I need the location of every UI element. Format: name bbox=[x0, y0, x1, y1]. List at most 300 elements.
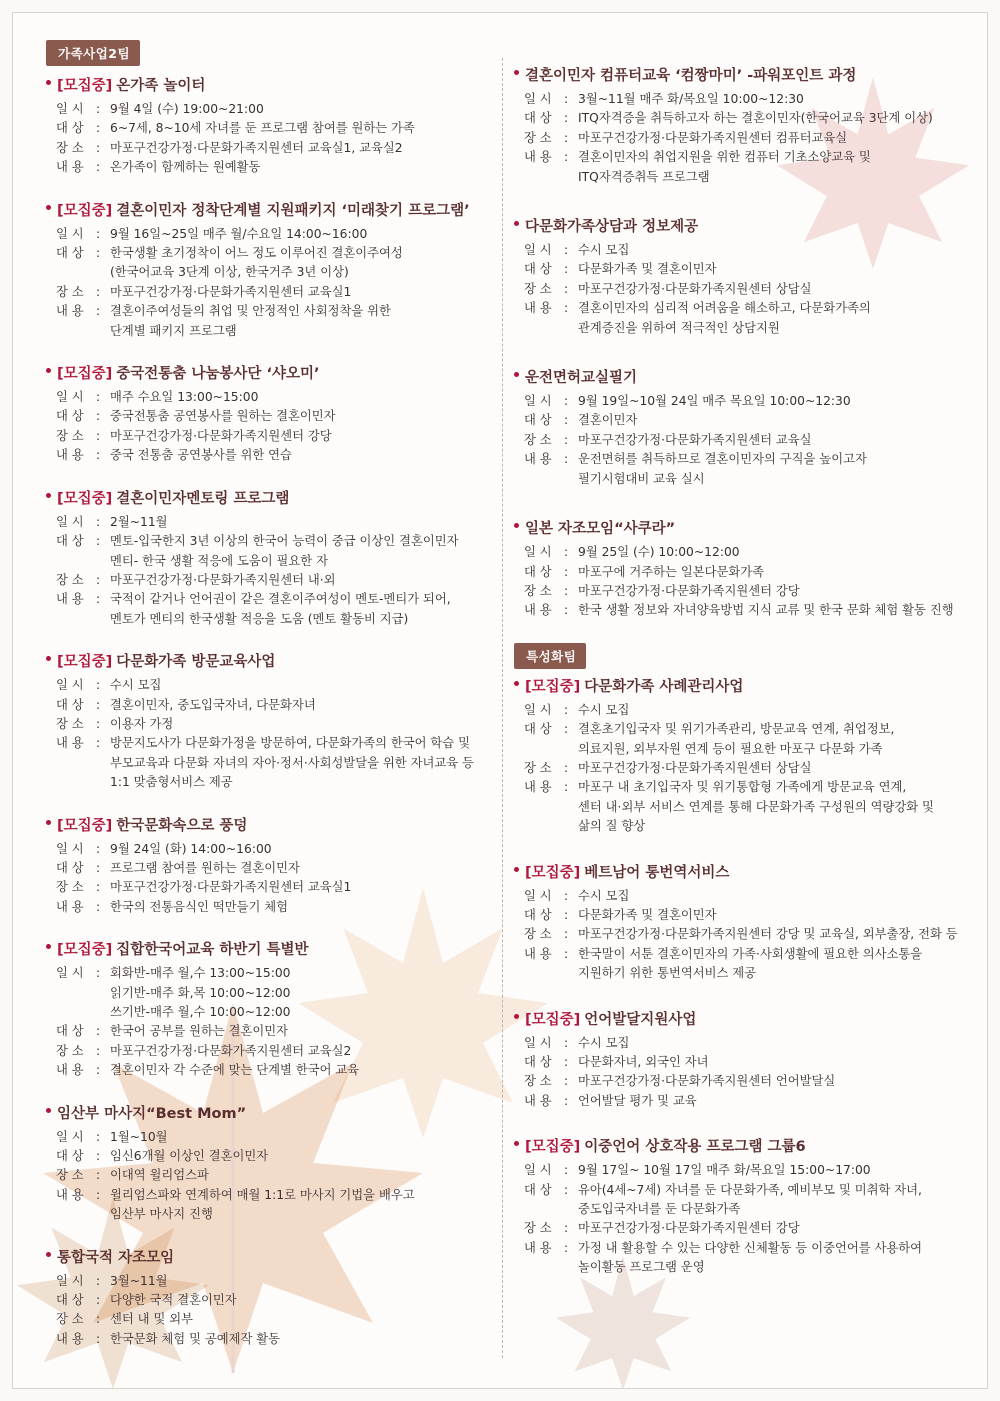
colon: : bbox=[96, 1187, 101, 1202]
info-line: 1월~10월 bbox=[110, 1129, 168, 1144]
info-line: 관계증진을 위하여 적극적인 상담지원 bbox=[578, 320, 780, 335]
info-label: 장 소 bbox=[56, 284, 84, 299]
info-label: 내 용 bbox=[524, 780, 552, 795]
info-line: ITQ자격증취득 프로그램 bbox=[578, 169, 710, 184]
info-value bbox=[578, 411, 974, 430]
info-value bbox=[110, 1310, 491, 1329]
info-value bbox=[578, 260, 974, 279]
info-row bbox=[46, 1128, 491, 1147]
colon: : bbox=[564, 1093, 569, 1108]
info-value bbox=[578, 1161, 974, 1180]
program-title bbox=[46, 362, 491, 383]
info-line: 임신6개월 이상인 결혼이민자 bbox=[110, 1149, 269, 1164]
info-line: 마포구건강가정·다문화가족지원센터 강당 bbox=[578, 583, 800, 598]
recruiting-tag: [모집중] bbox=[57, 817, 113, 834]
info-label: 대 상 bbox=[524, 1055, 552, 1069]
colon: : bbox=[564, 1074, 569, 1089]
info-line: 6~7세, 8~10세 자녀를 둔 프로그램 참여를 원하는 가족 bbox=[110, 121, 415, 136]
info-line: 1:1 맞춤형서비스 제공 bbox=[110, 775, 233, 790]
info-row bbox=[46, 696, 491, 715]
info-row bbox=[514, 148, 974, 187]
colon: : bbox=[96, 226, 101, 241]
colon: : bbox=[564, 946, 569, 961]
info-line: 마포구건강가정·다문화가족지원센터 교육실1 bbox=[110, 284, 352, 299]
program-section bbox=[46, 487, 491, 629]
colon: : bbox=[96, 1024, 101, 1039]
info-value bbox=[110, 1128, 491, 1147]
colon: : bbox=[564, 1240, 569, 1255]
bullet-icon bbox=[514, 372, 519, 377]
info-value bbox=[578, 945, 974, 984]
colon: : bbox=[96, 246, 101, 261]
info-label: 내 용 bbox=[56, 736, 84, 751]
info-line: 결혼이민자의 취업지원을 위한 컴퓨터 기초소양교육 및 bbox=[578, 150, 871, 165]
info-label: 일 시 bbox=[56, 390, 84, 405]
info-row bbox=[46, 859, 491, 878]
info-line: 유아(4세~7세) 자녀를 둔 다문화가족, 예비부모 및 미취학 자녀, bbox=[578, 1182, 922, 1197]
info-label: 내 용 bbox=[56, 592, 84, 607]
colon: : bbox=[96, 140, 101, 155]
info-line: 마포구 내 초기입국자 및 위기통합형 가족에게 방문교육 연계, bbox=[578, 780, 907, 795]
recruiting-tag: [모집중] bbox=[525, 1011, 581, 1028]
info-row bbox=[514, 601, 974, 620]
info-line: 결혼이민자 각 수준에 맞는 단계별 한국어 교육 bbox=[110, 1063, 360, 1078]
program-title bbox=[514, 675, 974, 696]
program-name: 베트남어 통번역서비스 bbox=[584, 864, 730, 881]
info-value bbox=[110, 715, 491, 734]
info-row bbox=[46, 964, 491, 1022]
info-label: 대 상 bbox=[524, 262, 552, 277]
info-value bbox=[110, 139, 491, 158]
program-name: 집합한국어교육 하반기 특별반 bbox=[116, 942, 309, 959]
program-title bbox=[46, 74, 491, 95]
info-label: 장 소 bbox=[524, 583, 552, 598]
bullet-icon bbox=[46, 205, 51, 210]
info-row bbox=[46, 898, 491, 917]
colon: : bbox=[564, 545, 569, 560]
info-row bbox=[514, 129, 974, 148]
info-label: 장 소 bbox=[56, 140, 84, 155]
program-name: 다문화가족 방문교육사업 bbox=[116, 654, 276, 671]
info-row bbox=[514, 280, 974, 299]
info-row bbox=[46, 302, 491, 341]
info-value bbox=[578, 1219, 974, 1238]
info-row bbox=[514, 260, 974, 279]
program-name: 일본 자조모임“사쿠라” bbox=[525, 521, 676, 538]
info-row bbox=[514, 906, 974, 925]
info-label: 대 상 bbox=[524, 722, 552, 737]
info-value bbox=[578, 450, 974, 489]
info-row bbox=[46, 427, 491, 446]
recruiting-tag: [모집중] bbox=[57, 654, 113, 671]
info-value bbox=[578, 601, 974, 620]
info-label: 장 소 bbox=[524, 1074, 552, 1089]
recruiting-tag: [모집중] bbox=[525, 864, 581, 881]
info-line: 쓰기반-매주 월,수 10:00~12:00 bbox=[110, 1005, 291, 1019]
info-line: 중국전통춤 공연봉사를 원하는 결혼이민자 bbox=[110, 409, 336, 424]
info-value bbox=[578, 1239, 974, 1278]
bullet-icon bbox=[46, 1252, 51, 1257]
program-section bbox=[46, 650, 491, 792]
colon: : bbox=[96, 697, 101, 712]
info-line: 3월~11월 bbox=[110, 1273, 168, 1288]
info-row bbox=[46, 158, 491, 177]
program-title bbox=[514, 517, 974, 538]
info-line: 이용자 가정 bbox=[110, 716, 174, 731]
info-label: 내 용 bbox=[56, 899, 84, 914]
info-label: 일 시 bbox=[56, 841, 84, 856]
info-line: 수시 모집 bbox=[578, 1035, 630, 1050]
colon: : bbox=[564, 564, 569, 579]
colon: : bbox=[564, 301, 569, 316]
info-row bbox=[514, 431, 974, 450]
info-row bbox=[46, 1291, 491, 1310]
info-row bbox=[514, 543, 974, 562]
bullet-icon bbox=[46, 80, 51, 85]
info-row bbox=[514, 109, 974, 128]
info-row bbox=[514, 945, 974, 984]
info-row bbox=[46, 1166, 491, 1185]
program-title bbox=[514, 64, 974, 85]
info-line: 3월~11월 매주 화/목요일 10:00~12:30 bbox=[578, 92, 804, 106]
program-section bbox=[514, 861, 974, 984]
info-row bbox=[514, 887, 974, 906]
program-section bbox=[514, 215, 974, 338]
info-value bbox=[110, 1330, 491, 1349]
colon: : bbox=[96, 284, 101, 299]
info-label: 내 용 bbox=[56, 304, 84, 319]
info-label: 내 용 bbox=[56, 448, 84, 463]
info-row bbox=[514, 1161, 974, 1180]
info-value bbox=[578, 90, 974, 109]
info-line: 가정 내 활용할 수 있는 다양한 신체활동 등 이중언어를 사용하여 bbox=[578, 1240, 923, 1255]
info-label: 장 소 bbox=[524, 130, 552, 145]
info-row bbox=[46, 571, 491, 590]
colon: : bbox=[564, 760, 569, 775]
info-line: 2월~11월 bbox=[110, 514, 168, 529]
program-title bbox=[46, 938, 491, 959]
colon: : bbox=[564, 583, 569, 598]
info-label: 일 시 bbox=[56, 1273, 84, 1288]
program-name: 이중언어 상호작용 프로그램 그룹6 bbox=[584, 1139, 806, 1156]
info-label: 장 소 bbox=[524, 281, 552, 296]
info-value bbox=[110, 532, 491, 571]
colon: : bbox=[564, 262, 569, 277]
colon: : bbox=[564, 927, 569, 942]
colon: : bbox=[96, 1312, 101, 1327]
info-label: 장 소 bbox=[56, 428, 84, 443]
program-section bbox=[46, 74, 491, 178]
colon: : bbox=[96, 1129, 101, 1144]
program-section bbox=[46, 938, 491, 1080]
info-label: 내 용 bbox=[524, 946, 552, 961]
info-line: 수시 모집 bbox=[578, 702, 630, 717]
info-row bbox=[46, 676, 491, 695]
info-label: 일 시 bbox=[56, 966, 84, 981]
info-label: 장 소 bbox=[56, 716, 84, 731]
info-row bbox=[46, 1272, 491, 1291]
info-value bbox=[578, 925, 974, 944]
bullet-icon bbox=[46, 944, 51, 949]
info-row bbox=[46, 1147, 491, 1166]
info-row bbox=[46, 715, 491, 734]
info-value bbox=[578, 778, 974, 836]
colon: : bbox=[564, 722, 569, 737]
colon: : bbox=[96, 841, 101, 856]
recruiting-tag: [모집중] bbox=[57, 78, 113, 94]
info-value bbox=[110, 513, 491, 532]
colon: : bbox=[564, 702, 569, 717]
info-line: 프로그램 참여를 원하는 결혼이민자 bbox=[110, 860, 300, 875]
info-line: 한국어 공부를 원하는 결혼이민자 bbox=[110, 1024, 289, 1039]
info-line: 매주 수요일 13:00~15:00 bbox=[110, 390, 259, 405]
program-section bbox=[46, 1246, 491, 1350]
colon: : bbox=[96, 1331, 101, 1346]
colon: : bbox=[564, 1055, 569, 1069]
info-line: 센터 내·외부 서비스 연계를 통해 다문화가족 구성원의 역량강화 및 bbox=[578, 799, 934, 814]
bullet-icon bbox=[514, 70, 519, 75]
info-label: 일 시 bbox=[524, 92, 552, 106]
colon: : bbox=[564, 111, 569, 126]
colon: : bbox=[96, 860, 101, 875]
info-row bbox=[46, 513, 491, 532]
program-section bbox=[46, 814, 491, 918]
info-label: 내 용 bbox=[56, 160, 84, 175]
info-label: 내 용 bbox=[524, 603, 552, 618]
info-line: 9월 19일~10월 24일 매주 목요일 10:00~12:30 bbox=[578, 394, 851, 409]
info-value bbox=[578, 1034, 974, 1053]
info-value bbox=[110, 734, 491, 792]
right-column bbox=[514, 64, 974, 1278]
info-line: 마포구건강가정·다문화가족지원센터 상담실 bbox=[578, 760, 812, 775]
info-line: 9월 16일~25일 매주 월/수요일 14:00~16:00 bbox=[110, 226, 368, 241]
info-row bbox=[46, 1061, 491, 1080]
info-value bbox=[578, 129, 974, 148]
info-line: 9월 17일~ 10월 17일 매주 화/목요일 15:00~17:00 bbox=[578, 1163, 871, 1178]
info-line: 결혼이주여성들의 취업 및 안정적인 사회정착을 위한 bbox=[110, 304, 391, 319]
info-row bbox=[46, 100, 491, 119]
colon: : bbox=[96, 390, 101, 405]
info-label: 장 소 bbox=[524, 927, 552, 942]
info-line: 멘토가 멘티의 한국생활 적응을 도움 (멘토 활동비 지급) bbox=[110, 611, 409, 626]
info-value bbox=[578, 906, 974, 925]
info-row bbox=[46, 446, 491, 465]
info-value bbox=[578, 1181, 974, 1220]
info-value bbox=[110, 302, 491, 341]
bullet-icon bbox=[514, 523, 519, 528]
info-row bbox=[46, 244, 491, 283]
info-line: 멘토-입국한지 3년 이상의 한국어 능력이 중급 이상인 결혼이민자 bbox=[110, 534, 459, 549]
bullet-icon bbox=[514, 221, 519, 226]
info-line: 부모교육과 다문화 자녀의 자아·정서·사회성발달을 위한 자녀교육 등 bbox=[110, 755, 474, 770]
info-row bbox=[514, 241, 974, 260]
colon: : bbox=[96, 409, 101, 424]
info-value bbox=[578, 582, 974, 601]
program-name: 결혼이민자멘토링 프로그램 bbox=[116, 490, 290, 507]
info-row bbox=[514, 90, 974, 109]
info-row bbox=[514, 1072, 974, 1091]
info-line: 마포구건강가정·다문화가족지원센터 강당 bbox=[578, 1221, 800, 1236]
info-label: 대 상 bbox=[56, 697, 84, 712]
info-row bbox=[46, 388, 491, 407]
info-label: 일 시 bbox=[56, 678, 84, 693]
info-label: 일 시 bbox=[56, 514, 84, 529]
bullet-icon bbox=[46, 1108, 51, 1113]
info-value bbox=[578, 759, 974, 778]
info-value bbox=[110, 225, 491, 244]
program-name: 임산부 마사지“Best Mom” bbox=[57, 1105, 247, 1122]
info-value bbox=[110, 283, 491, 302]
info-line: 마포구건강가정·다문화가족지원센터 상담실 bbox=[578, 281, 812, 296]
info-line: 수시 모집 bbox=[578, 243, 630, 258]
info-line: 다양한 국적 결혼이민자 bbox=[110, 1293, 237, 1308]
bullet-icon bbox=[46, 656, 51, 661]
info-line: 언어발달 평가 및 교육 bbox=[578, 1093, 697, 1108]
info-label: 일 시 bbox=[524, 888, 552, 903]
info-label: 대 상 bbox=[56, 409, 84, 424]
info-row bbox=[46, 734, 491, 792]
info-value bbox=[110, 119, 491, 138]
info-value bbox=[110, 1291, 491, 1310]
info-line: 마포구에 거주하는 일본다문화가족 bbox=[578, 564, 764, 579]
info-row bbox=[46, 590, 491, 629]
recruiting-tag: [모집중] bbox=[57, 942, 113, 959]
colon: : bbox=[564, 413, 569, 428]
info-label: 대 상 bbox=[56, 1149, 84, 1164]
colon: : bbox=[96, 880, 101, 895]
info-line: 결혼이민자의 심리적 어려움을 해소하고, 다문화가족의 bbox=[578, 301, 871, 316]
colon: : bbox=[564, 150, 569, 165]
info-row bbox=[514, 1053, 974, 1072]
info-line: 마포구건강가정·다문화가족지원센터 교육실2 bbox=[110, 1043, 352, 1058]
info-row bbox=[46, 840, 491, 859]
bullet-icon bbox=[514, 1014, 519, 1019]
info-line: 운전면허를 취득하므로 결혼이민자의 구직을 높이고자 bbox=[578, 452, 867, 467]
info-line: 마포구건강가정·다문화가족지원센터 강당 bbox=[110, 428, 332, 443]
program-section bbox=[46, 1102, 491, 1225]
program-section bbox=[514, 675, 974, 837]
info-value bbox=[110, 446, 491, 465]
bullet-icon bbox=[46, 493, 51, 498]
info-line: 마포구건강가정·다문화가족지원센터 강당 및 교육실, 외부출장, 전화 등 bbox=[578, 927, 958, 942]
program-title bbox=[514, 215, 974, 236]
colon: : bbox=[564, 432, 569, 447]
colon: : bbox=[564, 92, 569, 106]
info-label: 장 소 bbox=[56, 1043, 84, 1058]
program-title bbox=[46, 650, 491, 671]
info-line: 중도입국자녀를 둔 다문화가족 bbox=[578, 1202, 741, 1217]
colon: : bbox=[96, 1168, 101, 1183]
program-name: 결혼이민자 컴퓨터교육 ‘컴짱마미’ -파워포인트 과정 bbox=[525, 68, 857, 84]
info-line: 다문화자녀, 외국인 자녀 bbox=[578, 1055, 709, 1069]
info-value bbox=[578, 887, 974, 906]
info-line: 멘티- 한국 생활 적응에 도움이 필요한 자 bbox=[110, 553, 328, 568]
info-line: ITQ자격증을 취득하고자 하는 결혼이민자(한국어교육 3단계 이상) bbox=[578, 111, 933, 126]
program-section bbox=[514, 64, 974, 187]
info-line: 의료지원, 외부자원 연계 등이 필요한 마포구 다문화 가족 bbox=[578, 741, 883, 756]
info-line: 수시 모집 bbox=[578, 888, 630, 903]
info-value bbox=[578, 299, 974, 338]
program-title bbox=[46, 199, 491, 220]
info-row bbox=[46, 1186, 491, 1225]
info-value bbox=[578, 1092, 974, 1111]
info-label: 대 상 bbox=[524, 413, 552, 428]
info-row bbox=[46, 1330, 491, 1349]
info-label: 내 용 bbox=[524, 452, 552, 467]
colon: : bbox=[96, 514, 101, 529]
info-line: 윌리엄스파와 연계하여 매월 1:1로 마사지 기법을 배우고 bbox=[110, 1187, 415, 1202]
info-label: 대 상 bbox=[56, 1024, 84, 1039]
info-row bbox=[514, 925, 974, 944]
info-line: 방문지도사가 다문화가정을 방문하여, 다문화가족의 한국어 학습 및 bbox=[110, 736, 470, 751]
info-label: 일 시 bbox=[524, 394, 552, 409]
info-row bbox=[514, 411, 974, 430]
info-row bbox=[46, 1042, 491, 1061]
info-line: 한국문화 체험 및 공예제작 활동 bbox=[110, 1331, 281, 1346]
info-line: 9월 24일 (화) 14:00~16:00 bbox=[110, 841, 272, 856]
program-name: 다문화가족 사례관리사업 bbox=[584, 678, 744, 695]
info-row bbox=[46, 878, 491, 897]
info-line: 중국 전통춤 공연봉사를 위한 연습 bbox=[110, 448, 292, 463]
info-label: 일 시 bbox=[56, 102, 84, 116]
info-value bbox=[110, 840, 491, 859]
program-section bbox=[514, 1008, 974, 1112]
info-line: 마포구건강가정·다문화가족지원센터 언어발달실 bbox=[578, 1074, 836, 1089]
info-row bbox=[514, 778, 974, 836]
info-label: 장 소 bbox=[56, 1168, 84, 1183]
info-value bbox=[110, 244, 491, 283]
colon: : bbox=[564, 603, 569, 618]
bullet-icon bbox=[514, 867, 519, 872]
info-value bbox=[578, 1053, 974, 1072]
program-section bbox=[46, 362, 491, 466]
info-line: 마포구건강가정·다문화가족지원센터 교육실 bbox=[578, 432, 812, 447]
colon: : bbox=[564, 1163, 569, 1178]
info-value bbox=[578, 241, 974, 260]
recruiting-tag: [모집중] bbox=[525, 1139, 581, 1156]
info-label: 대 상 bbox=[524, 564, 552, 579]
colon: : bbox=[564, 1035, 569, 1050]
info-line: 필기시험대비 교육 실시 bbox=[578, 471, 705, 486]
program-title bbox=[514, 366, 974, 387]
info-row bbox=[514, 299, 974, 338]
info-line: 이대역 윌리엄스파 bbox=[110, 1168, 209, 1183]
colon: : bbox=[96, 1043, 101, 1058]
info-label: 일 시 bbox=[56, 1129, 84, 1144]
info-line: 9월 4일 (수) 19:00~21:00 bbox=[110, 102, 264, 116]
colon: : bbox=[564, 130, 569, 145]
info-value bbox=[578, 431, 974, 450]
colon: : bbox=[96, 121, 101, 136]
info-row bbox=[514, 450, 974, 489]
info-label: 대 상 bbox=[524, 1182, 552, 1197]
info-label: 일 시 bbox=[56, 226, 84, 241]
info-line: 국적이 같거나 언어권이 같은 결혼이주여성이 멘토-멘티가 되어, bbox=[110, 592, 451, 607]
colon: : bbox=[564, 1221, 569, 1236]
team-tag: 가족사업2팀 bbox=[46, 40, 140, 66]
colon: : bbox=[96, 304, 101, 319]
info-label: 대 상 bbox=[56, 860, 84, 875]
info-value bbox=[110, 571, 491, 590]
info-row bbox=[46, 283, 491, 302]
program-name: 중국전통춤 나눔봉사단 ‘샤오미’ bbox=[116, 366, 320, 383]
program-section bbox=[514, 517, 974, 621]
colon: : bbox=[96, 1273, 101, 1288]
info-label: 대 상 bbox=[524, 111, 552, 126]
colon: : bbox=[564, 888, 569, 903]
program-title bbox=[46, 814, 491, 835]
info-value bbox=[110, 1166, 491, 1185]
